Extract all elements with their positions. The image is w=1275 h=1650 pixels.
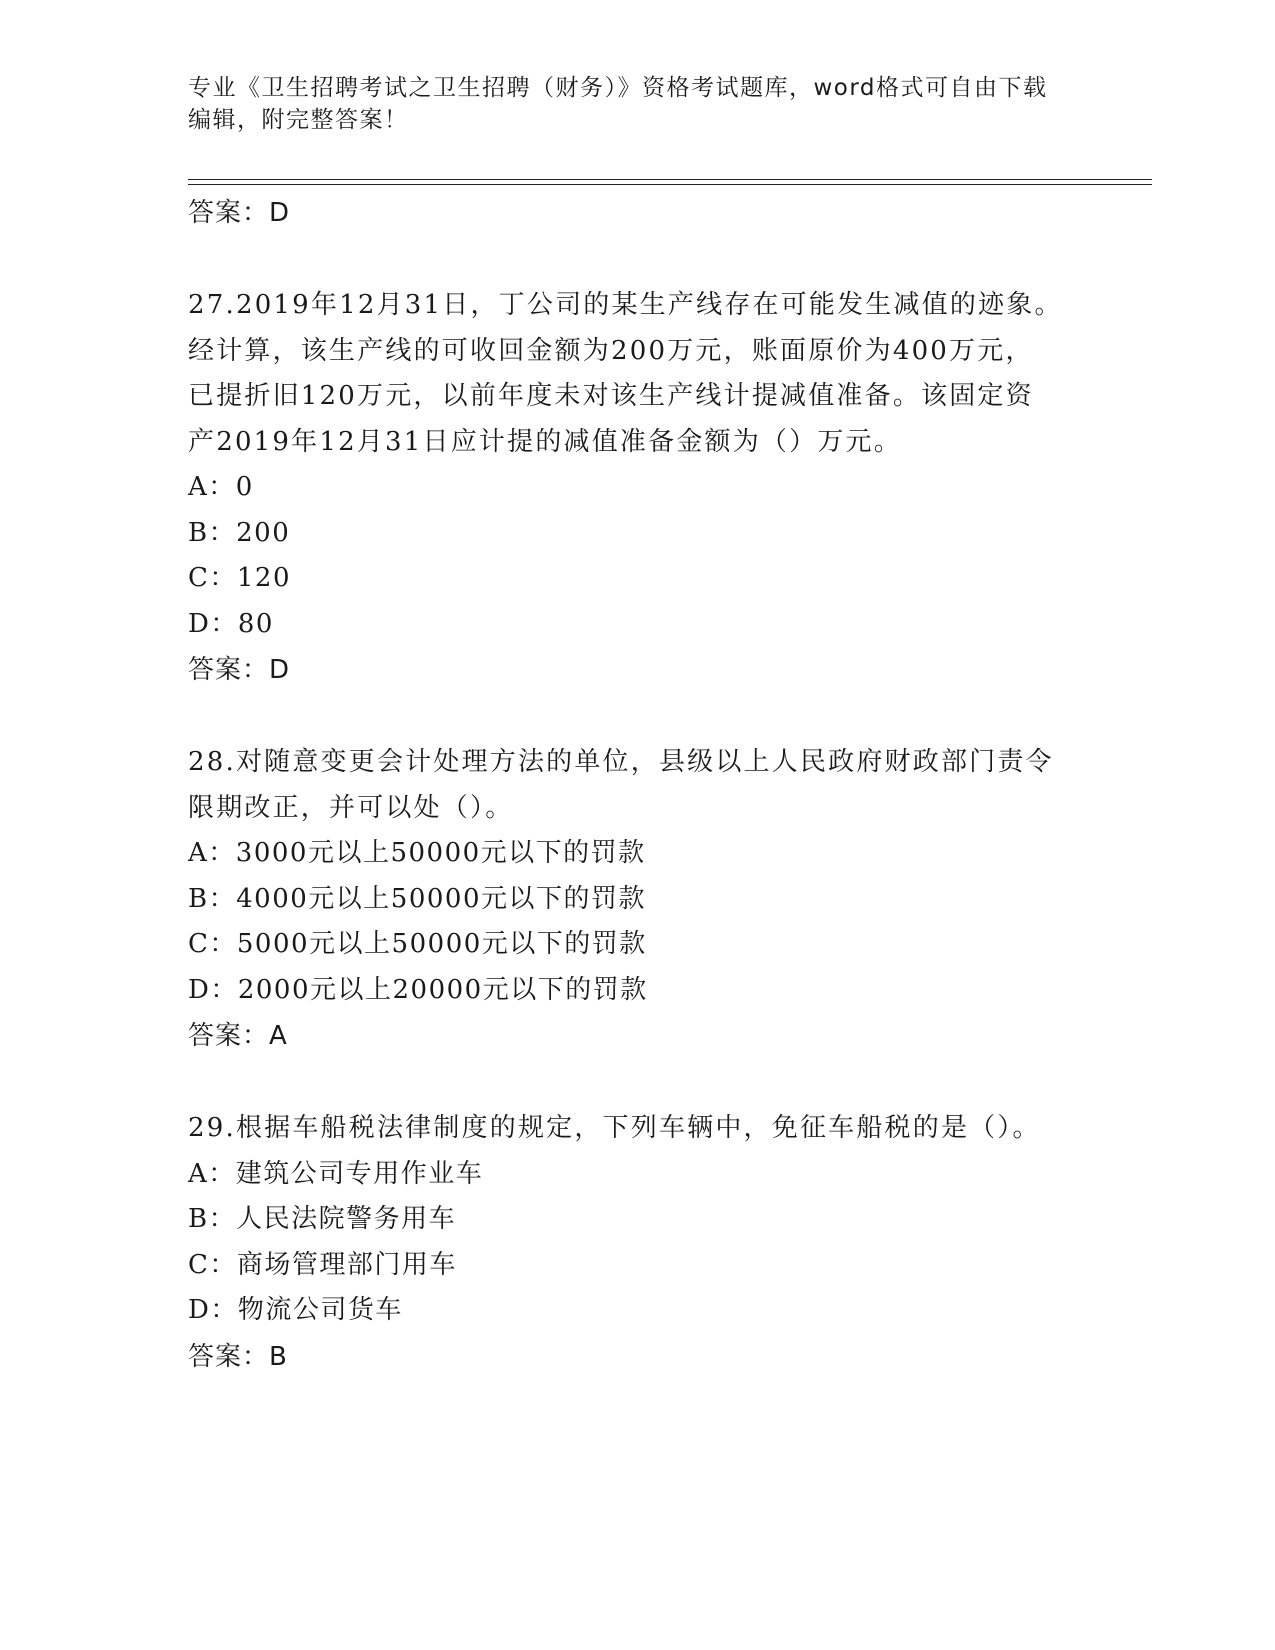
option-d: D：80 [188,608,274,639]
stem-line: 27.2019年12月31日，丁公司的某生产线存在可能发生减值的迹象。 [188,290,1063,320]
question-stem [188,740,1088,831]
header-rule-top [188,179,1152,180]
answer-line: 答案：B [188,1341,288,1372]
option-b: B：人民法院警务用车 [188,1204,457,1234]
question-stem [188,1106,1088,1152]
answer-line: 答案：D [188,655,291,685]
question-stem [188,283,1088,465]
option-b: B：4000元以上50000元以下的罚款 [188,883,646,914]
stem-line: 已提折旧120万元，以前年度未对该生产线计提减值准备。该固定资 [188,381,1034,411]
option-a: A：3000元以上50000元以下的罚款 [188,838,646,868]
question-29 [188,1106,1088,1380]
header-rule-bottom [188,184,1152,185]
option-a: A：0 [188,472,254,502]
answer-line: 答案：D [188,198,291,228]
answer-line: 答案：A [188,1021,288,1051]
stem-line: 产2019年12月31日应计提的减值准备金额为（）万元。 [188,426,902,457]
option-c: C：5000元以上50000元以下的罚款 [188,929,647,959]
header-line-1: 专业《卫生招聘考试之卫生招聘（财务）》资格考试题库，word格式可自由下载 [188,75,1048,101]
stem-line: 经计算，该生产线的可收回金额为200万元，账面原价为400万元， [188,335,1034,366]
option-d: D：物流公司货车 [188,1295,403,1325]
question-27 [188,283,1088,693]
option-c: C：120 [188,563,292,593]
option-c: C：商场管理部门用车 [188,1249,457,1280]
header-line-2: 编辑，附完整答案！ [188,107,409,133]
stem-line: 28.对随意变更会计处理方法的单位，县级以上人民政府财政部门责令 [188,747,1054,777]
document-header [188,72,1088,136]
option-a: A：建筑公司专用作业车 [188,1158,484,1189]
stem-line: 限期改正，并可以处（）。 [188,792,514,823]
stem-line: 29.根据车船税法律制度的规定，下列车辆中，免征车船税的是（）。 [188,1113,1041,1143]
question-list [188,190,1088,1380]
option-d: D：2000元以上20000元以下的罚款 [188,974,648,1005]
option-b: B：200 [188,517,291,548]
question-28 [188,740,1088,1059]
